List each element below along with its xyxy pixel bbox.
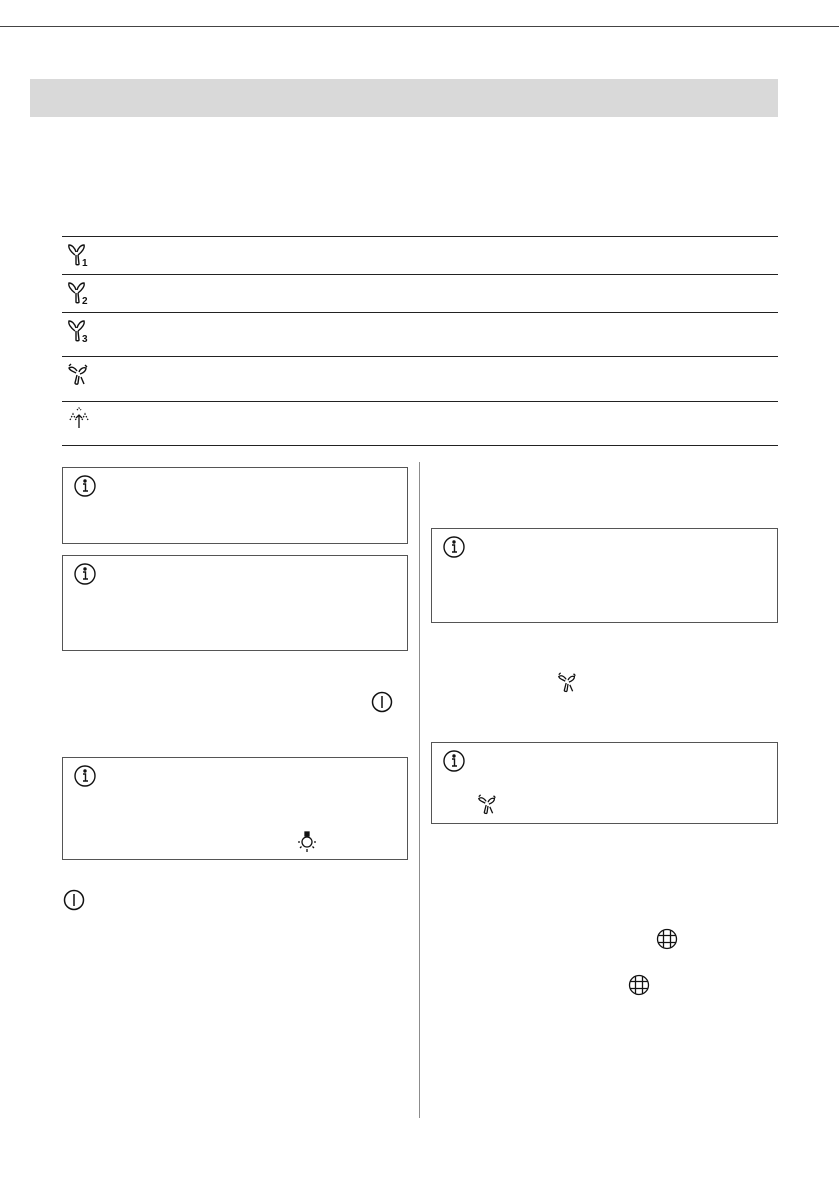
svg-text:2: 2 — [82, 296, 88, 306]
fan-speed-1-icon — [66, 242, 92, 268]
table-rule — [62, 401, 778, 402]
info-icon — [442, 749, 466, 773]
power-icon — [62, 888, 86, 912]
info-note-box — [62, 467, 408, 544]
info-note-box — [62, 757, 408, 860]
column-divider — [419, 462, 420, 1118]
table-rule — [62, 356, 778, 357]
table-rule — [62, 445, 778, 446]
info-note-box — [431, 742, 778, 824]
top-rule — [0, 26, 839, 27]
fan-speed-2-icon — [66, 280, 92, 306]
table-rule — [62, 274, 778, 275]
breeze-icon — [66, 406, 92, 432]
light-icon — [295, 830, 319, 854]
info-icon — [73, 764, 97, 788]
info-note-box — [431, 528, 778, 623]
power-icon — [370, 690, 394, 714]
fan-boost-icon — [66, 362, 92, 388]
grid-filter-icon — [627, 973, 651, 997]
svg-text:1: 1 — [82, 258, 88, 268]
info-icon — [73, 474, 97, 498]
table-rule — [62, 312, 778, 313]
svg-text:3: 3 — [82, 334, 88, 344]
info-icon — [442, 535, 466, 559]
fan-boost-icon — [556, 671, 580, 695]
info-icon — [73, 562, 97, 586]
fan-speed-3-icon — [66, 318, 92, 344]
grid-filter-icon — [655, 927, 679, 951]
info-note-box — [62, 555, 408, 651]
section-header-band — [30, 79, 778, 117]
fan-boost-icon — [476, 793, 500, 817]
table-rule — [62, 236, 778, 237]
